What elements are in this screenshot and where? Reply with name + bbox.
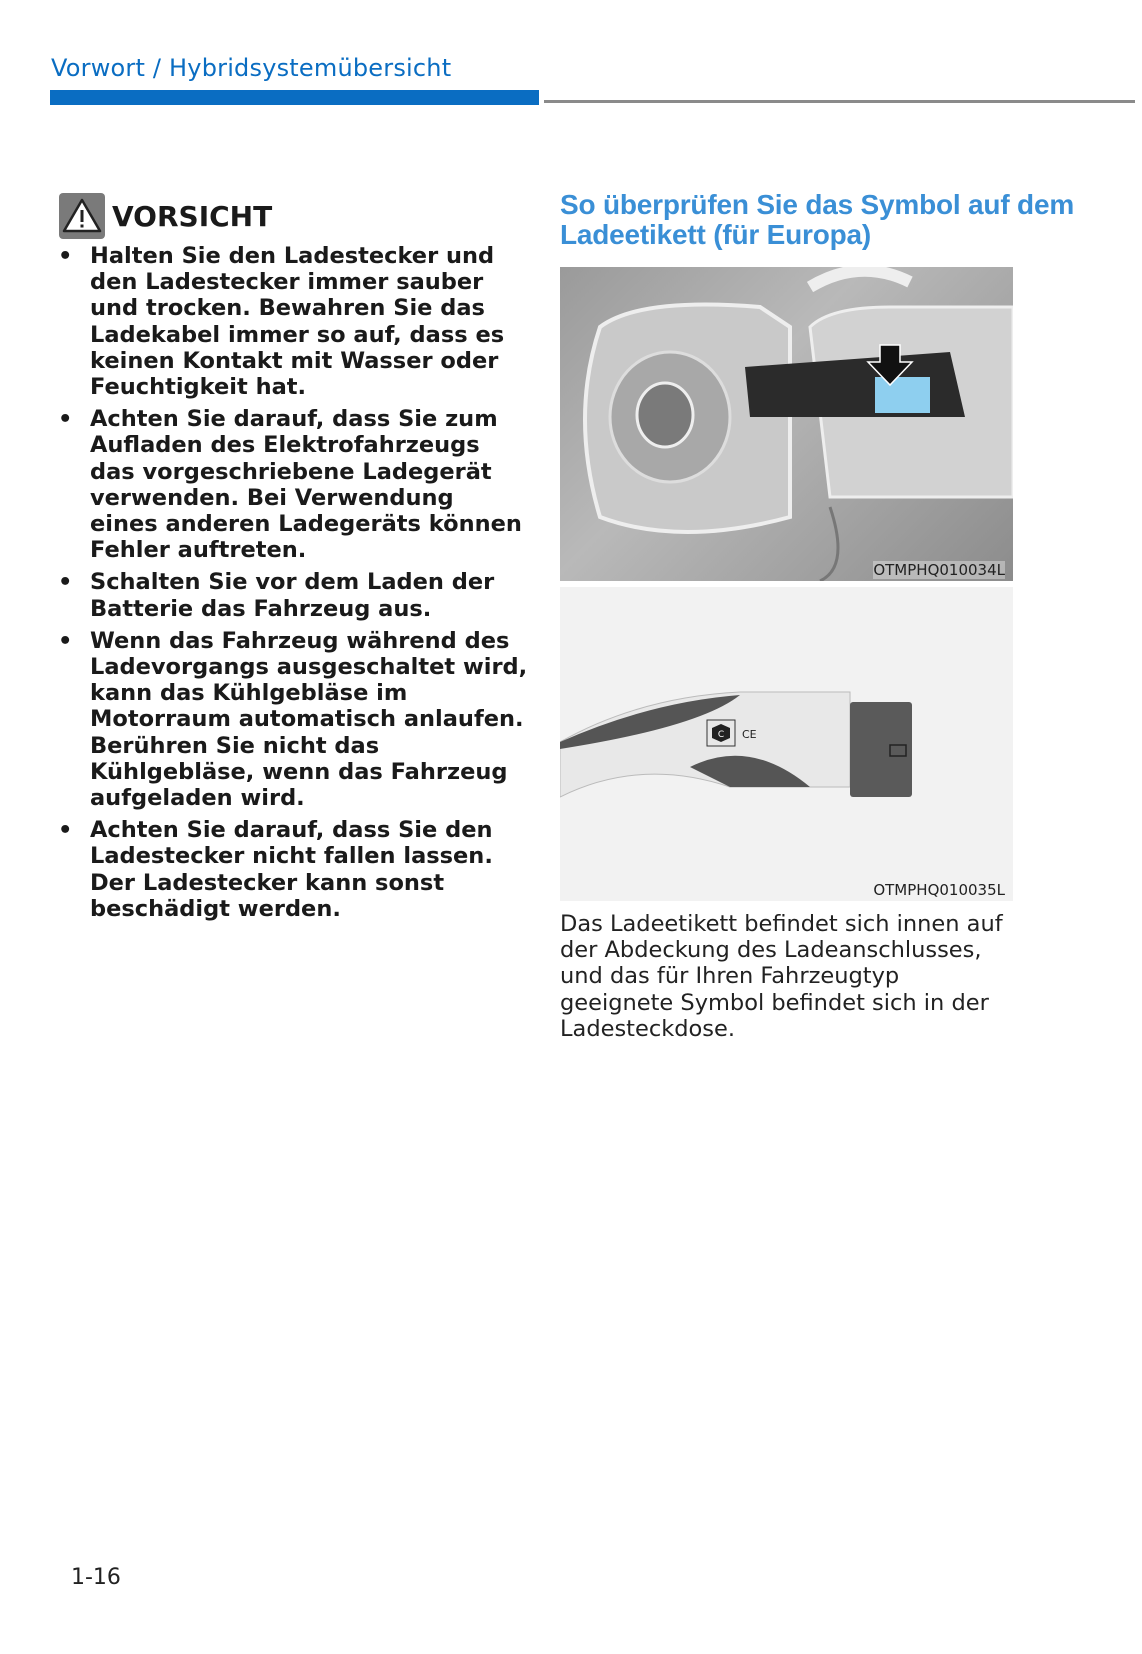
plug-symbol: C xyxy=(717,730,725,740)
figure-code: OTMPHQ010034L xyxy=(873,561,1005,579)
caution-item-text: Wenn das Fahrzeug während des Ladevorgangs ausgeschaltet wird, kann das Kühlgebläse im Motorraum automatisch anlaufen. Berühren Sie nicht das Kühlgebläse, wenn das Fahrzeug aufgeladen wird. xyxy=(90,627,528,812)
figure-code: OTMPHQ010035L xyxy=(873,881,1005,899)
caution-item: • Halten Sie den Ladestecker und den Ladestecker immer sauber und trocken. Bewahren Sie das Ladekabel immer so auf, dass es keinen Kontakt mit Wasser oder Feuchtigkeit hat. xyxy=(58,243,505,401)
breadcrumb: Vorwort / Hybridsystemübersicht xyxy=(51,54,452,82)
section-title: So überprüfen Sie das Symbol auf dem Ladeetikett (für Europa) xyxy=(560,189,1075,250)
caution-item: • Achten Sie darauf, dass Sie zum Aufladen des Elektrofahrzeugs das vorgeschriebene Ladegerät verwenden. Bei Verwendung eines anderen Ladegeräts können Fehler auftreten. xyxy=(58,406,522,564)
figure-caption: Das Ladeetikett befindet sich innen auf der Abdeckung des Ladeanschlusses, und das für Ihren Fahrzeugtyp geeignete Symbol befindet sich in der Ladesteckdose. xyxy=(560,911,1003,1042)
warning-triangle-icon xyxy=(59,193,105,239)
header-divider xyxy=(544,100,1135,103)
svg-text:CE: CE xyxy=(742,728,757,741)
page-number: 1-16 xyxy=(71,1565,121,1590)
caution-item: • Achten Sie darauf, dass Sie den Ladestecker nicht fallen lassen. Der Ladestecker kann sonst beschädigt werden. xyxy=(58,817,493,922)
caution-item-text: Halten Sie den Ladestecker und den Ladestecker immer sauber und trocken. Bewahren Sie das Ladekabel immer so auf, dass es keinen Kontakt mit Wasser oder Feuchtigkeit hat. xyxy=(90,243,505,401)
charging-port-figure xyxy=(560,267,1013,581)
charging-plug-figure xyxy=(560,587,1013,901)
caution-item: • Wenn das Fahrzeug während des Ladevorgangs ausgeschaltet wird, kann das Kühlgebläse im Motorraum automatisch anlaufen. Berühren Sie nicht das Kühlgebläse, wenn das Fahrzeug aufgeladen wird. xyxy=(58,627,528,812)
caution-item-text: Achten Sie darauf, dass Sie zum Aufladen des Elektrofahrzeugs das vorgeschriebene Ladegerät verwenden. Bei Verwendung eines anderen Ladegeräts können Fehler auftreten. xyxy=(90,406,522,564)
header-accent-bar xyxy=(50,90,539,105)
caution-item-text: Achten Sie darauf, dass Sie den Ladestecker nicht fallen lassen. Der Ladestecker kann sonst beschädigt werden. xyxy=(90,817,493,922)
caution-item: • Schalten Sie vor dem Laden der Batterie das Fahrzeug aus. xyxy=(58,569,495,622)
caution-list xyxy=(58,243,528,928)
caution-title: VORSICHT xyxy=(112,200,273,233)
caution-item-text: Schalten Sie vor dem Laden der Batterie das Fahrzeug aus. xyxy=(90,569,495,622)
